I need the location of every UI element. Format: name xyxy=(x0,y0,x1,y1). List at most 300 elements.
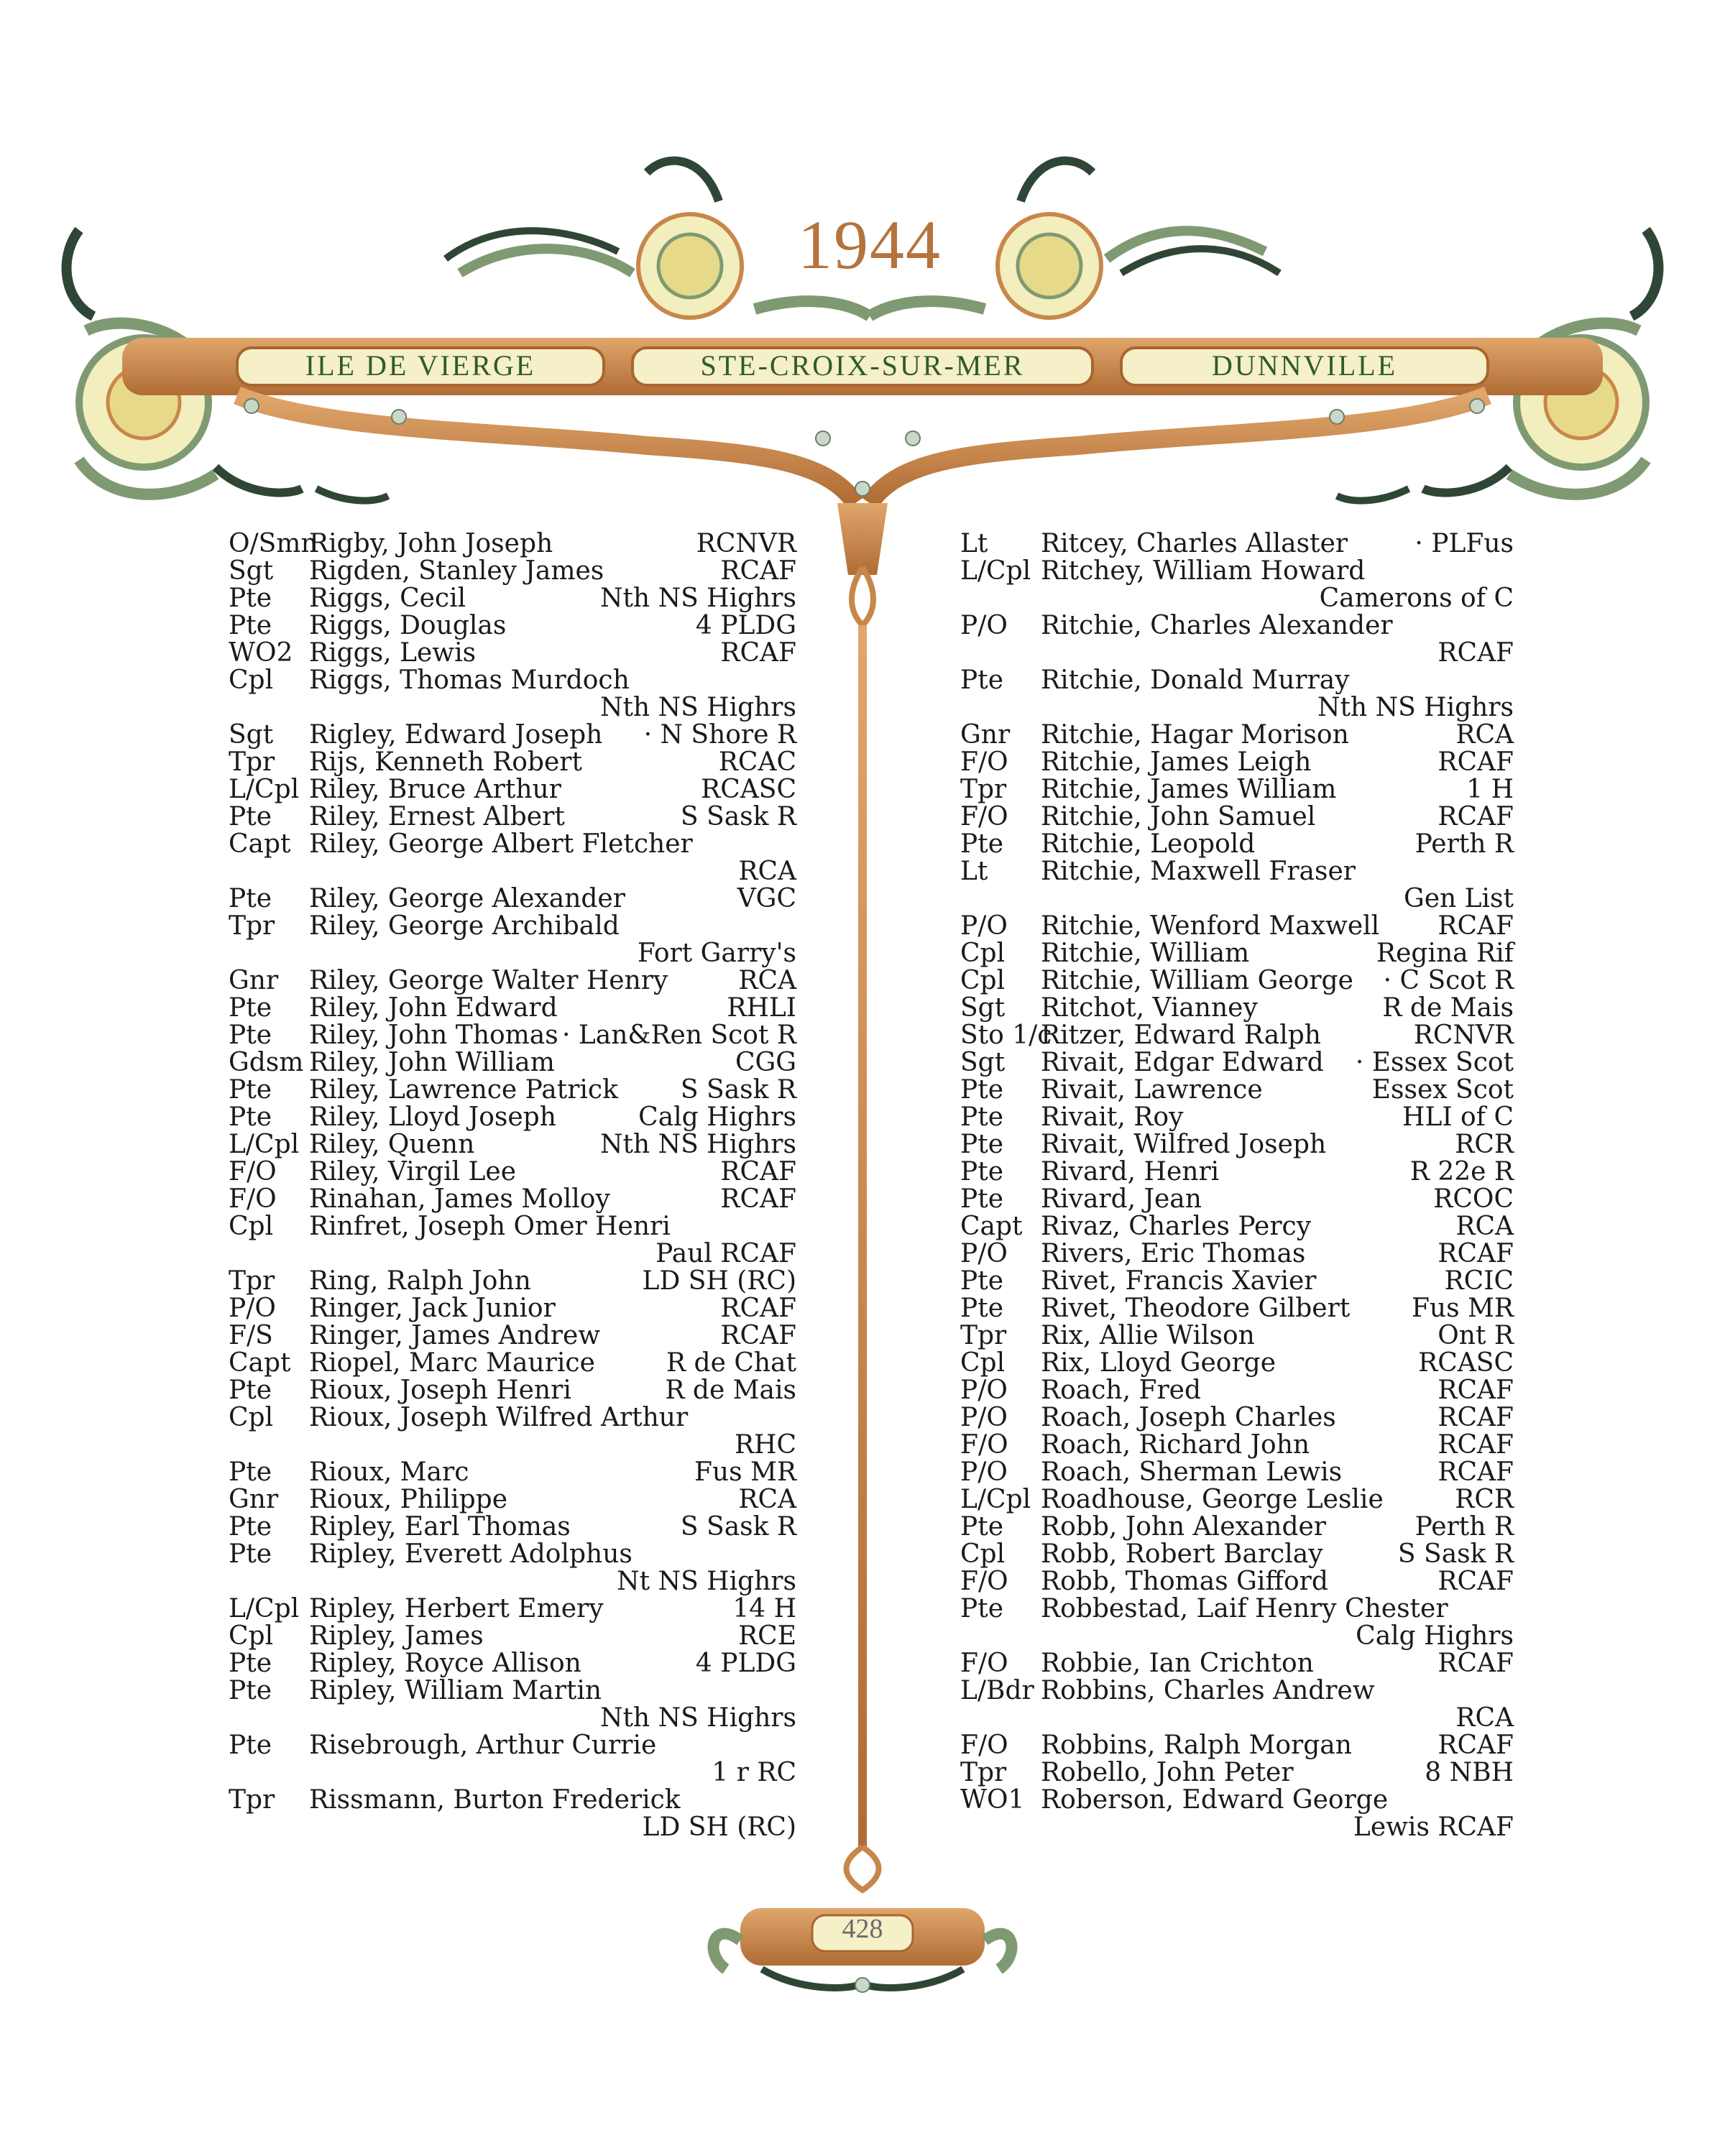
entry-name: Riley, Lawrence Patrick xyxy=(309,1075,618,1105)
entry-rank: Pte xyxy=(960,1102,1003,1132)
list-item xyxy=(960,530,1514,558)
entry-continuation: RCA xyxy=(1455,1703,1514,1733)
entry-unit: RCAF xyxy=(1438,1376,1514,1405)
entry-unit: Fus MR xyxy=(1411,1294,1514,1323)
list-item xyxy=(960,1131,1514,1158)
list-item xyxy=(229,667,796,694)
entry-name: Ritchie, James Leigh xyxy=(1041,747,1312,777)
place-ile-de-vierge: ILE DE VIERGE xyxy=(305,349,536,382)
entry-rank: Cpl xyxy=(229,1212,274,1241)
entry-unit: Nth NS Highrs xyxy=(599,584,796,613)
entry-continuation: RCAF xyxy=(1438,638,1514,668)
list-item xyxy=(960,1240,1514,1268)
list-item xyxy=(960,749,1514,776)
entry-name: Ritchie, Donald Murray xyxy=(1041,665,1350,695)
entry-rank: F/O xyxy=(960,747,1008,777)
list-item xyxy=(229,612,796,640)
entry-rank: Capt xyxy=(229,1348,291,1378)
entry-rank: L/Cpl xyxy=(960,556,1031,586)
entry-unit: VGC xyxy=(737,884,796,913)
entry-rank: Sgt xyxy=(229,556,274,586)
list-item xyxy=(960,1186,1514,1213)
list-item xyxy=(229,1404,796,1432)
entry-continuation: Calg Highrs xyxy=(1356,1621,1514,1651)
entry-rank: Pte xyxy=(960,1075,1003,1105)
entry-unit: RCA xyxy=(738,1485,796,1514)
list-item xyxy=(960,803,1514,831)
entry-unit: RCAF xyxy=(1438,1567,1514,1596)
entry-name: Riggs, Cecil xyxy=(309,584,466,613)
entry-name: Rioux, Philippe xyxy=(309,1485,508,1514)
entry-rank: P/O xyxy=(229,1294,276,1323)
entry-rank: F/O xyxy=(960,1649,1008,1678)
entry-rank: F/O xyxy=(960,1430,1008,1460)
entry-name: Robbie, Ian Crichton xyxy=(1041,1649,1314,1678)
list-item xyxy=(229,1595,796,1623)
entry-name: Robello, John Peter xyxy=(1041,1758,1294,1787)
entry-rank: Cpl xyxy=(229,1403,274,1432)
entry-unit: RCAF xyxy=(720,1321,796,1350)
entry-name: Ritchie, William George xyxy=(1041,966,1353,995)
entry-continuation: RHC xyxy=(734,1430,796,1460)
entry-rank: F/O xyxy=(960,1567,1008,1596)
list-item xyxy=(229,1077,796,1104)
entry-unit: RCASC xyxy=(701,775,796,804)
entry-name: Ripley, Royce Allison xyxy=(309,1649,581,1678)
entry-rank: Pte xyxy=(960,1594,1003,1623)
list-item xyxy=(229,831,796,858)
entry-rank: Tpr xyxy=(960,1321,1007,1350)
entry-rank: L/Cpl xyxy=(229,775,300,804)
entry-unit: RCAF xyxy=(1438,802,1514,831)
entry-name: Robbins, Ralph Morgan xyxy=(1041,1731,1352,1760)
list-item xyxy=(960,858,1514,885)
entry-continuation: Nth NS Highrs xyxy=(1317,693,1514,722)
entry-name: Rix, Lloyd George xyxy=(1041,1348,1276,1378)
list-item xyxy=(960,1377,1514,1404)
entry-unit: R 22e R xyxy=(1409,1157,1514,1187)
entry-name: Riopel, Marc Maurice xyxy=(309,1348,595,1378)
list-item xyxy=(960,1514,1514,1541)
entry-unit: RCNVR xyxy=(1413,1021,1514,1050)
list-item xyxy=(229,1049,796,1077)
entry-name: Rijs, Kenneth Robert xyxy=(309,747,582,777)
entry-unit: R de Mais xyxy=(1382,993,1514,1023)
list-item xyxy=(229,530,796,558)
entry-unit: RCAF xyxy=(1438,1457,1514,1487)
entry-name: Riley, George Albert Fletcher xyxy=(309,829,693,859)
entry-name: Ripley, Earl Thomas xyxy=(309,1512,571,1542)
entry-rank: Pte xyxy=(229,1021,272,1050)
entry-rank: P/O xyxy=(960,1403,1008,1432)
entry-rank: O/Smn xyxy=(229,529,318,558)
entry-name: Riley, George Archibald xyxy=(309,911,620,941)
entry-name: Rivet, Francis Xavier xyxy=(1041,1266,1317,1296)
entry-name: Riley, George Alexander xyxy=(309,884,625,913)
entry-rank: Lt xyxy=(960,529,988,558)
entry-name: Risebrough, Arthur Currie xyxy=(309,1731,657,1760)
entry-unit: 8 NBH xyxy=(1425,1758,1514,1787)
entry-unit: S Sask R xyxy=(680,1075,796,1105)
entry-name: Robb, John Alexander xyxy=(1041,1512,1327,1542)
list-item xyxy=(960,722,1514,749)
entry-name: Ritcey, Charles Allaster xyxy=(1041,529,1348,558)
list-item xyxy=(960,1158,1514,1186)
entry-rank: Cpl xyxy=(960,1348,1006,1378)
entry-rank: F/O xyxy=(960,802,1008,831)
entry-rank: Pte xyxy=(960,1130,1003,1159)
list-item xyxy=(960,1486,1514,1514)
entry-rank: Sgt xyxy=(229,720,274,750)
list-item xyxy=(960,1432,1514,1459)
entry-name: Rivard, Jean xyxy=(1041,1184,1202,1214)
list-item xyxy=(960,1049,1514,1077)
entry-rank: Capt xyxy=(229,829,291,859)
entry-name: Riley, John Edward xyxy=(309,993,558,1023)
entry-name: Rivet, Theodore Gilbert xyxy=(1041,1294,1351,1323)
entry-rank: Capt xyxy=(960,1212,1023,1241)
list-item xyxy=(960,831,1514,858)
entry-unit: RCNVR xyxy=(696,529,796,558)
list-item xyxy=(229,1486,796,1514)
list-item xyxy=(229,1322,796,1350)
list-item xyxy=(960,967,1514,995)
entry-rank: Pte xyxy=(960,1512,1003,1542)
entry-rank: Pte xyxy=(960,1294,1003,1323)
entry-unit: RCA xyxy=(1455,1212,1514,1241)
entry-name: Rigby, John Joseph xyxy=(309,529,553,558)
entry-unit: RCA xyxy=(1455,720,1514,750)
list-item xyxy=(229,1104,796,1131)
entry-unit: S Sask R xyxy=(680,1512,796,1542)
entry-rank: Cpl xyxy=(960,939,1006,968)
entry-rank: Tpr xyxy=(960,775,1007,804)
list-item xyxy=(960,1077,1514,1104)
entry-name: Rix, Allie Wilson xyxy=(1041,1321,1255,1350)
list-item xyxy=(960,995,1514,1022)
entry-unit: RCAF xyxy=(1438,1239,1514,1268)
entry-rank: Pte xyxy=(960,829,1003,859)
list-item xyxy=(229,749,796,776)
entry-rank: Sto 1/c xyxy=(960,1021,1052,1050)
entry-name: Riley, John William xyxy=(309,1048,555,1077)
entry-rank: Pte xyxy=(229,1539,272,1569)
place-ste-croix-sur-mer: STE-CROIX-SUR-MER xyxy=(700,349,1025,382)
entry-rank: Pte xyxy=(960,1266,1003,1296)
list-item xyxy=(960,940,1514,967)
entry-rank: Tpr xyxy=(960,1758,1007,1787)
entry-rank: Gdsm xyxy=(229,1048,304,1077)
entry-unit: 4 PLDG xyxy=(695,611,796,640)
entry-unit: RCAF xyxy=(1438,1731,1514,1760)
entry-unit: RCR xyxy=(1455,1130,1514,1159)
list-item xyxy=(229,1459,796,1486)
list-item xyxy=(229,1623,796,1650)
entry-unit: RCAF xyxy=(1438,911,1514,941)
list-item xyxy=(960,1732,1514,1759)
list-item xyxy=(229,913,796,940)
entry-unit: · Essex Scot xyxy=(1355,1048,1514,1077)
entry-rank: Pte xyxy=(229,802,272,831)
entry-name: Ritchie, John Samuel xyxy=(1041,802,1316,831)
entry-continuation: RCA xyxy=(738,857,796,886)
entry-rank: Pte xyxy=(229,1512,272,1542)
entry-unit: S Sask R xyxy=(1397,1539,1514,1569)
entry-unit: · C Scot R xyxy=(1383,966,1514,995)
list-item xyxy=(229,1732,796,1759)
list-item xyxy=(960,667,1514,694)
entry-unit: RCAC xyxy=(718,747,796,777)
entry-name: Ripley, Herbert Emery xyxy=(309,1594,604,1623)
list-item xyxy=(229,1787,796,1814)
entry-name: Roach, Sherman Lewis xyxy=(1041,1457,1343,1487)
entry-name: Ripley, James xyxy=(309,1621,484,1651)
list-item xyxy=(960,1759,1514,1787)
entry-rank: Pte xyxy=(960,1157,1003,1187)
entry-unit: RCAF xyxy=(720,1294,796,1323)
entry-rank: Pte xyxy=(229,584,272,613)
entry-continuation: Camerons of C xyxy=(1319,584,1514,613)
list-item xyxy=(229,1131,796,1158)
entry-name: Ritchie, Hagar Morison xyxy=(1041,720,1349,750)
list-item xyxy=(960,1677,1514,1705)
entry-rank: Pte xyxy=(229,993,272,1023)
entry-rank: Tpr xyxy=(229,911,275,941)
entry-name: Ritchot, Vianney xyxy=(1041,993,1258,1023)
entry-rank: Cpl xyxy=(960,1539,1006,1569)
entry-rank: Pte xyxy=(229,884,272,913)
entry-name: Roberson, Edward George xyxy=(1041,1785,1389,1815)
list-item xyxy=(960,1459,1514,1486)
entry-continuation: Paul RCAF xyxy=(656,1239,796,1268)
entry-unit: Calg Highrs xyxy=(638,1102,796,1132)
entry-name: Ritchie, Wenford Maxwell xyxy=(1041,911,1380,941)
list-item xyxy=(229,1377,796,1404)
entry-unit: RCAF xyxy=(720,1184,796,1214)
entry-rank: F/S xyxy=(229,1321,273,1350)
entry-unit: RHLI xyxy=(727,993,796,1023)
entry-rank: Gnr xyxy=(229,1485,279,1514)
entry-unit: 4 PLDG xyxy=(695,1649,796,1678)
entry-unit: RCAF xyxy=(1438,1430,1514,1460)
entry-name: Riley, George Walter Henry xyxy=(309,966,668,995)
list-item xyxy=(960,1595,1514,1623)
entry-name: Roadhouse, George Leslie xyxy=(1041,1485,1384,1514)
entry-name: Rivait, Roy xyxy=(1041,1102,1184,1132)
entry-unit: Essex Scot xyxy=(1371,1075,1514,1105)
list-item xyxy=(229,1295,796,1322)
entry-rank: Tpr xyxy=(229,1266,275,1296)
entry-unit: Nth NS Highrs xyxy=(599,1130,796,1159)
entry-name: Ritchie, James William xyxy=(1041,775,1337,804)
entry-rank: P/O xyxy=(960,1376,1008,1405)
entry-name: Ritchie, William xyxy=(1041,939,1250,968)
list-item xyxy=(960,558,1514,585)
list-item xyxy=(229,1514,796,1541)
entry-rank: Tpr xyxy=(229,1785,275,1815)
entry-rank: Pte xyxy=(229,1649,272,1678)
entry-unit: Perth R xyxy=(1414,1512,1514,1542)
list-item xyxy=(229,885,796,913)
entry-unit: RCAF xyxy=(1438,1649,1514,1678)
entry-name: Riggs, Thomas Murdoch xyxy=(309,665,630,695)
entry-name: Riley, Quenn xyxy=(309,1130,475,1159)
entry-unit: Regina Rif xyxy=(1376,939,1514,968)
entry-rank: Tpr xyxy=(229,747,275,777)
entry-unit: Perth R xyxy=(1414,829,1514,859)
list-item xyxy=(229,1350,796,1377)
list-item xyxy=(229,1022,796,1049)
list-item xyxy=(960,612,1514,640)
entry-name: Robb, Robert Barclay xyxy=(1041,1539,1323,1569)
entry-unit: LD SH (RC) xyxy=(642,1266,796,1296)
entry-rank: L/Cpl xyxy=(960,1485,1031,1514)
entry-continuation: Fort Garry's xyxy=(637,939,796,968)
entry-name: Rioux, Joseph Henri xyxy=(309,1376,571,1405)
list-item xyxy=(229,640,796,667)
list-item xyxy=(960,1104,1514,1131)
place-dunnville: DUNNVILLE xyxy=(1211,349,1398,382)
entry-unit: RCIC xyxy=(1444,1266,1514,1296)
entry-rank: P/O xyxy=(960,1457,1008,1487)
entry-rank: F/O xyxy=(229,1157,277,1187)
entry-unit: 14 H xyxy=(732,1594,796,1623)
list-item xyxy=(229,722,796,749)
list-item xyxy=(960,1404,1514,1432)
list-item xyxy=(960,1322,1514,1350)
entry-name: Rioux, Marc xyxy=(309,1457,469,1487)
list-item xyxy=(229,1677,796,1705)
entry-name: Ritchey, William Howard xyxy=(1041,556,1366,586)
entry-unit: · N Shore R xyxy=(643,720,796,750)
entry-name: Ritchie, Charles Alexander xyxy=(1041,611,1393,640)
list-item xyxy=(960,1022,1514,1049)
list-item xyxy=(960,1568,1514,1595)
list-item xyxy=(229,776,796,803)
entry-name: Rivers, Eric Thomas xyxy=(1041,1239,1306,1268)
entry-name: Rivait, Edgar Edward xyxy=(1041,1048,1324,1077)
entry-name: Roach, Fred xyxy=(1041,1376,1202,1405)
entry-continuation: Nth NS Highrs xyxy=(599,1703,796,1733)
entry-name: Riley, Lloyd Joseph xyxy=(309,1102,556,1132)
entry-rank: Lt xyxy=(960,857,988,886)
entry-unit: RCAF xyxy=(720,638,796,668)
entry-rank: L/Bdr xyxy=(960,1676,1034,1705)
entry-continuation: 1 r RC xyxy=(712,1758,796,1787)
entry-unit: RCR xyxy=(1455,1485,1514,1514)
entry-continuation: Gen List xyxy=(1403,884,1514,913)
entry-rank: Pte xyxy=(960,665,1003,695)
entry-continuation: Lewis RCAF xyxy=(1353,1812,1514,1842)
entry-unit: Ont R xyxy=(1438,1321,1514,1350)
entry-rank: F/O xyxy=(960,1731,1008,1760)
entry-unit: RCA xyxy=(738,966,796,995)
entry-rank: Cpl xyxy=(229,1621,274,1651)
entry-name: Riley, John Thomas xyxy=(309,1021,558,1050)
entry-unit: R de Mais xyxy=(665,1376,796,1405)
entry-unit: RCAF xyxy=(1438,1403,1514,1432)
entry-rank: Pte xyxy=(229,1731,272,1760)
entry-rank: Pte xyxy=(229,1457,272,1487)
list-item xyxy=(229,967,796,995)
entry-name: Ripley, Everett Adolphus xyxy=(309,1539,632,1569)
list-item xyxy=(229,1650,796,1677)
entry-name: Robbins, Charles Andrew xyxy=(1041,1676,1375,1705)
entry-unit: RCE xyxy=(738,1621,796,1651)
entry-unit: · PLFus xyxy=(1414,529,1514,558)
entry-rank: Pte xyxy=(960,1184,1003,1214)
entry-name: Rivait, Wilfred Joseph xyxy=(1041,1130,1327,1159)
entry-rank: Sgt xyxy=(960,993,1006,1023)
list-item xyxy=(960,913,1514,940)
entry-name: Robb, Thomas Gifford xyxy=(1041,1567,1328,1596)
entry-name: Rinfret, Joseph Omer Henri xyxy=(309,1212,671,1241)
entry-unit: RCAF xyxy=(1438,747,1514,777)
entry-unit: · Lan&Ren Scot R xyxy=(561,1021,796,1050)
list-item xyxy=(229,1213,796,1240)
entry-rank: Pte xyxy=(229,1102,272,1132)
entry-rank: Gnr xyxy=(960,720,1011,750)
list-item xyxy=(960,1295,1514,1322)
entry-rank: Cpl xyxy=(229,665,274,695)
entry-name: Rigley, Edward Joseph xyxy=(309,720,603,750)
entry-continuation: Nth NS Highrs xyxy=(599,693,796,722)
entry-name: Rioux, Joseph Wilfred Arthur xyxy=(309,1403,689,1432)
list-item xyxy=(960,1541,1514,1568)
entry-rank: P/O xyxy=(960,911,1008,941)
year-heading: 1944 xyxy=(798,206,942,283)
entry-unit: 1 H xyxy=(1466,775,1514,804)
entry-continuation: Nt NS Highrs xyxy=(617,1567,796,1596)
entry-rank: F/O xyxy=(229,1184,277,1214)
column-divider xyxy=(858,625,867,1847)
list-item xyxy=(960,1350,1514,1377)
entry-rank: P/O xyxy=(960,611,1008,640)
entry-name: Rigden, Stanley James xyxy=(309,556,604,586)
list-item xyxy=(229,1268,796,1295)
entry-rank: Pte xyxy=(229,611,272,640)
entry-rank: WO2 xyxy=(229,638,293,668)
entry-name: Rivard, Henri xyxy=(1041,1157,1220,1187)
list-item xyxy=(229,1186,796,1213)
entry-name: Ringer, Jack Junior xyxy=(309,1294,556,1323)
entry-name: Riley, Virgil Lee xyxy=(309,1157,516,1187)
entry-name: Rinahan, James Molloy xyxy=(309,1184,610,1214)
entry-rank: Gnr xyxy=(229,966,279,995)
entry-unit: RCASC xyxy=(1418,1348,1514,1378)
list-item xyxy=(229,1158,796,1186)
entry-name: Roach, Joseph Charles xyxy=(1041,1403,1336,1432)
list-item xyxy=(960,1213,1514,1240)
entry-unit: RCAF xyxy=(720,556,796,586)
entry-name: Riggs, Lewis xyxy=(309,638,477,668)
entry-rank: L/Cpl xyxy=(229,1594,300,1623)
entry-name: Roach, Richard John xyxy=(1041,1430,1310,1460)
entry-name: Ritzer, Edward Ralph xyxy=(1041,1021,1321,1050)
list-item xyxy=(960,1650,1514,1677)
list-item xyxy=(229,558,796,585)
entry-rank: Pte xyxy=(229,1075,272,1105)
entry-rank: Pte xyxy=(229,1676,272,1705)
entry-unit: R de Chat xyxy=(666,1348,796,1378)
entry-name: Ring, Ralph John xyxy=(309,1266,531,1296)
entry-rank: Sgt xyxy=(960,1048,1006,1077)
entry-name: Robbestad, Laif Henry Chester xyxy=(1041,1594,1448,1623)
entry-unit: S Sask R xyxy=(680,802,796,831)
entry-unit: HLI of C xyxy=(1402,1102,1514,1132)
entry-name: Rissmann, Burton Frederick xyxy=(309,1785,681,1815)
list-item xyxy=(229,995,796,1022)
